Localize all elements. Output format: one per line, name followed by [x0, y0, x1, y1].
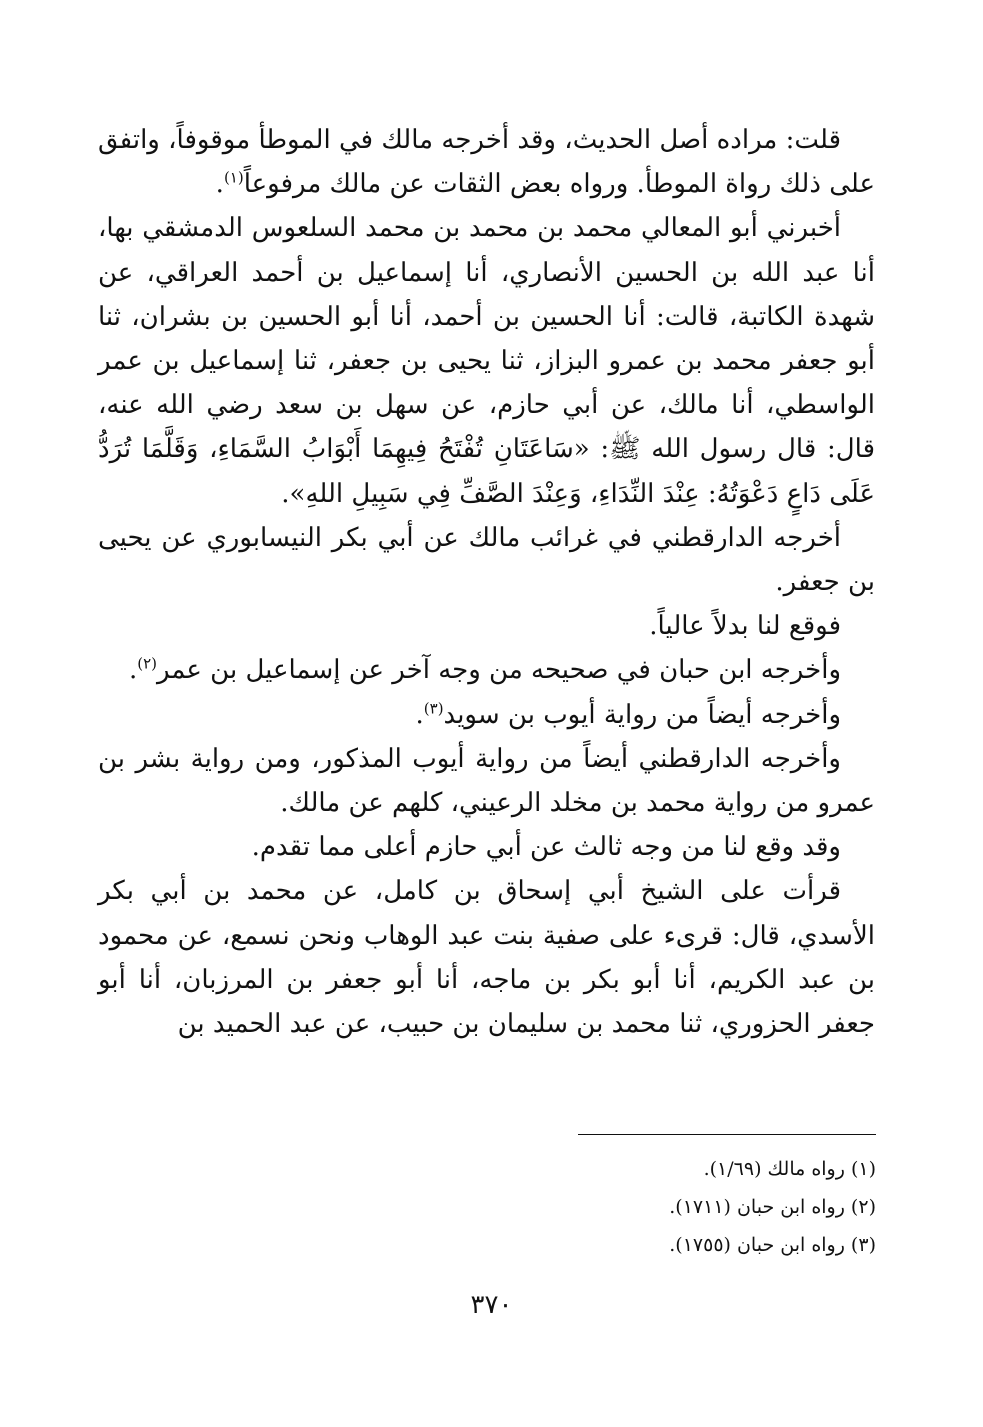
paragraph-4-text: فوقع لنا بدلاً عالياً. [649, 611, 841, 642]
page-body [98, 118, 875, 1046]
footnote-2: (٢) رواه ابن حبان (١٧١١). [669, 1196, 876, 1218]
paragraph-6 [98, 693, 875, 737]
paragraph-2 [98, 206, 875, 515]
paragraph-8-text: وقد وقع لنا من وجه ثالث عن أبي حازم أعلى مما تقدم. [251, 832, 841, 863]
paragraph-1 [98, 118, 875, 206]
paragraph-3-text: أخرجه الدارقطني في غرائب مالك عن أبي بكر النيسابوري عن يحيى بن جعفر. [98, 522, 875, 598]
paragraph-9-text: قرأت على الشيخ أبي إسحاق بن كامل، عن محمد بن أبي بكر الأسدي، قال: قرىء على صفية بنت عبد الوهاب ونحن نسمع، عن محمود بن عبد الكريم، أنا أبو بكر بن ماجه، أنا أبو جعفر بن المرزبان، أنا أبو جعفر الحزوري، ثنا محمد بن سليمان بن حبيب، عن عبد الحميد بن [98, 876, 875, 1040]
footnote-ref-2: (٢) [137, 654, 157, 673]
footnotes [376, 1150, 876, 1264]
paragraph-1-end: . [215, 169, 224, 200]
paragraph-2-text: أخبرني أبو المعالي محمد بن محمد بن محمد السلعوس الدمشقي بها، أنا عبد الله بن الحسين الأنصاري، أنا إسماعيل بن أحمد العراقي، عن شهدة الكاتبة، قالت: أنا الحسين بن أحمد، أنا أبو الحسين بن بشران، ثنا أبو جعفر محمد بن عمرو البزاز، ثنا يحيى بن جعفر، ثنا إسماعيل بن عمر الواسطي، أنا مالك، عن أبي حازم، عن سهل بن سعد رضي الله عنه، قال: قال رسول الله ﷺ: «سَاعَتَانِ تُفْتَحُ فِيهِمَا أَبْوَابُ السَّمَاءِ، وَقَلَّمَا تُرَدُّ عَلَى دَاعٍ دَعْوَتُهُ: عِنْدَ النِّدَاءِ، وَعِنْدَ الصَّفِّ فِي سَبِيلِ اللهِ». [98, 213, 875, 509]
paragraph-5-end: . [128, 655, 138, 686]
footnote-separator [578, 1134, 876, 1135]
paragraph-4 [98, 604, 875, 648]
footnote-1: (١) رواه مالك (١/٦٩). [703, 1158, 876, 1180]
paragraph-1-text: قلت: مراده أصل الحديث، وقد أخرجه مالك في الموطأ موقوفاً، واتفق على ذلك رواة الموطأ. ورواه بعض الثقات عن مالك مرفوعاً [98, 125, 875, 200]
paragraph-7 [98, 737, 875, 825]
paragraph-3 [98, 516, 875, 604]
footnote-ref-1: (١) [223, 168, 244, 187]
footnote-ref-3: (٣) [423, 698, 444, 717]
paragraph-6-end: . [415, 699, 424, 730]
paragraph-7-text: وأخرجه الدارقطني أيضاً من رواية أيوب المذكور، ومن رواية بشر بن عمرو من رواية محمد بن مخلد الرعيني، كلهم عن مالك. [98, 743, 875, 819]
paragraph-8 [98, 825, 875, 869]
footnote-3: (٣) رواه ابن حبان (١٧٥٥). [669, 1234, 876, 1256]
paragraph-9 [98, 869, 875, 1046]
paragraph-5 [98, 648, 875, 692]
paragraph-5-text: وأخرجه ابن حبان في صحيحه من وجه آخر عن إسماعيل بن عمر [157, 655, 841, 686]
main-text [98, 118, 875, 1046]
page-number: ٣٧٠ [470, 1290, 513, 1320]
paragraph-6-text: وأخرجه أيضاً من رواية أيوب بن سويد [443, 699, 841, 730]
